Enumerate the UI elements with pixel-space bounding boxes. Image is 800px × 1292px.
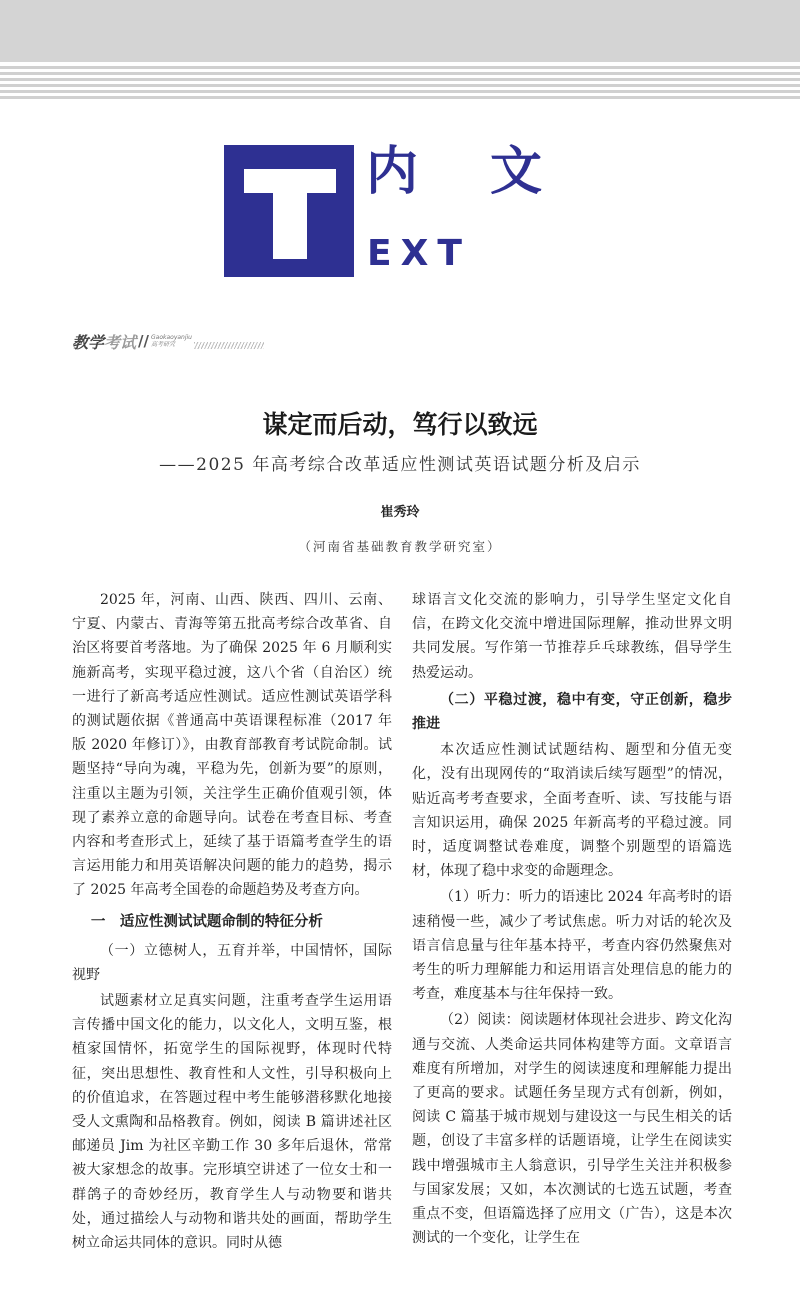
section-heading: 一 适应性测试试题命制的特征分析 xyxy=(90,912,323,930)
logo-t-bar xyxy=(244,169,336,193)
article-subtitle: ——2025 年高考综合改革适应性测试英语试题分析及启示 xyxy=(159,455,641,475)
intro-paragraph: 2025 年，河南、山西、陕西、四川、云南、宁夏、内蒙古、青海等第五批高考综合改革省、自治区将要首考落地。为了确保 2025 年 6 月顺利实施新高考，实现平稳过渡，这八个省（自治区）统一进行了新高考适应性测试。适应性测试英语学科的测试题依据《普通高中英语课程标准（2017 年版 2020 年修订）》，由教育部教育考试院命制。试题坚持“导向为魂，平稳为先，创新为要”的原则，注重以主题为引领，关注学生正确价值观引领，体现了素养立意的命题导向。试卷在考查目标、考查内容和考查形式上，延续了基于语篇考查学生的语言运用能力和用英语解决问题的能力的趋势，揭示了 2025 年高考全国卷的命题趋势及考查方向。 xyxy=(72,592,392,899)
header-stripe xyxy=(0,78,800,81)
section-logo-t xyxy=(224,145,354,277)
subsection-heading: （二）平稳过渡，稳中有变，守正创新，稳步推进 xyxy=(412,691,732,733)
column-tag-subtitle xyxy=(151,334,192,348)
logo-chinese-title: 内文 xyxy=(366,142,615,202)
gray-header-bar xyxy=(0,0,800,62)
column-tag xyxy=(72,330,264,352)
left-column xyxy=(72,588,392,1255)
column-tag-sub-cn: 高考研究 xyxy=(151,341,176,348)
right-column xyxy=(412,588,732,1250)
header-stripe xyxy=(0,66,800,69)
continued-paragraph: 球语言文化交流的影响力，引导学生坚定文化自信，在跨文化交流中增进国际理解，推动世界文明共同发展。写作第一节推荐乒乓球教练，倡导学生热爱运动。 xyxy=(412,592,732,681)
header-stripe xyxy=(0,90,800,93)
column-tag-part-a: 教学 xyxy=(72,332,105,352)
header-stripe xyxy=(0,72,800,75)
column-tag-separator: // xyxy=(138,332,149,350)
reading-paragraph: （2）阅读：阅读题材体现社会进步、跨文化沟通与交流、人类命运共同体构建等方面。文章语言难度有所增加，对学生的阅读速度和理解能力提出了更高的要求。试题任务呈现方式有创新，例如，阅读 C 篇基于城市规划与建设这一与民生相关的话题，创设了丰富多样的话题语境，让学生在阅读实践中增强城市主人翁意识，引导学生关注并积极参与国家发展；又如，本次测试的七选五试题，考查重点不变，但语篇选择了应用文（广告），这是本次测试的一个变化，让学生在 xyxy=(412,1012,732,1247)
logo-t-stem xyxy=(273,193,307,259)
logo-english-suffix: EXT xyxy=(367,233,471,274)
header-stripe xyxy=(0,84,800,87)
body-paragraph: 本次适应性测试试题结构、题型和分值无变化，没有出现网传的“取消读后续写题型”的情况，贴近高考考查要求，全面考查听、读、写技能与语言知识运用，确保 2025 年新高考的平稳过渡。同时，适度调整试卷难度，调整个别题型的语篇选材，体现了稳中求变的命题理念。 xyxy=(412,742,732,880)
top-decorative-band xyxy=(0,0,800,104)
article-title: 谋定而后动，笃行以致远 xyxy=(262,410,538,439)
column-tag-pinyin: Gaokaoyanjiu xyxy=(151,334,192,341)
listening-paragraph: （1）听力：听力的语速比 2024 年高考时的语速稍慢一些，减少了考试焦虑。听力对话的轮次及语言信息量与往年基本持平，考查内容仍然聚焦对考生的听力理解能力和运用语言处理信息的能力的考查，难度基本与往年保持一致。 xyxy=(412,889,732,1003)
column-tag-part-b: 考试 xyxy=(104,332,137,352)
header-stripe xyxy=(0,96,800,99)
body-paragraph: 试题素材立足真实问题，注重考查学生运用语言传播中国文化的能力，以文化人，文明互鉴，根植家国情怀，拓宽学生的国际视野，体现时代特征，突出思想性、教育性和人文性，引导积极向上的价值追求，在答题过程中考生能够潜移默化地接受人文熏陶和品格教育。例如，阅读 B 篇讲述社区邮递员 Jim 为社区辛勤工作 30 多年后退休，常常被大家想念的故事。完形填空讲述了一位女士和一群鸽子的奇妙经历，教育学生人与动物要和谐共处，通过描绘人与动物和谐共处的画面，帮助学生树立命运共同体的意识。同时从德 xyxy=(72,993,392,1252)
subsection-heading: （一）立德树人，五育并举，中国情怀，国际视野 xyxy=(72,942,392,983)
article-author: 崔秀玲 xyxy=(380,505,420,520)
column-tag-hatch xyxy=(194,342,264,349)
article-affiliation: （河南省基础教育教学研究室） xyxy=(298,539,502,554)
